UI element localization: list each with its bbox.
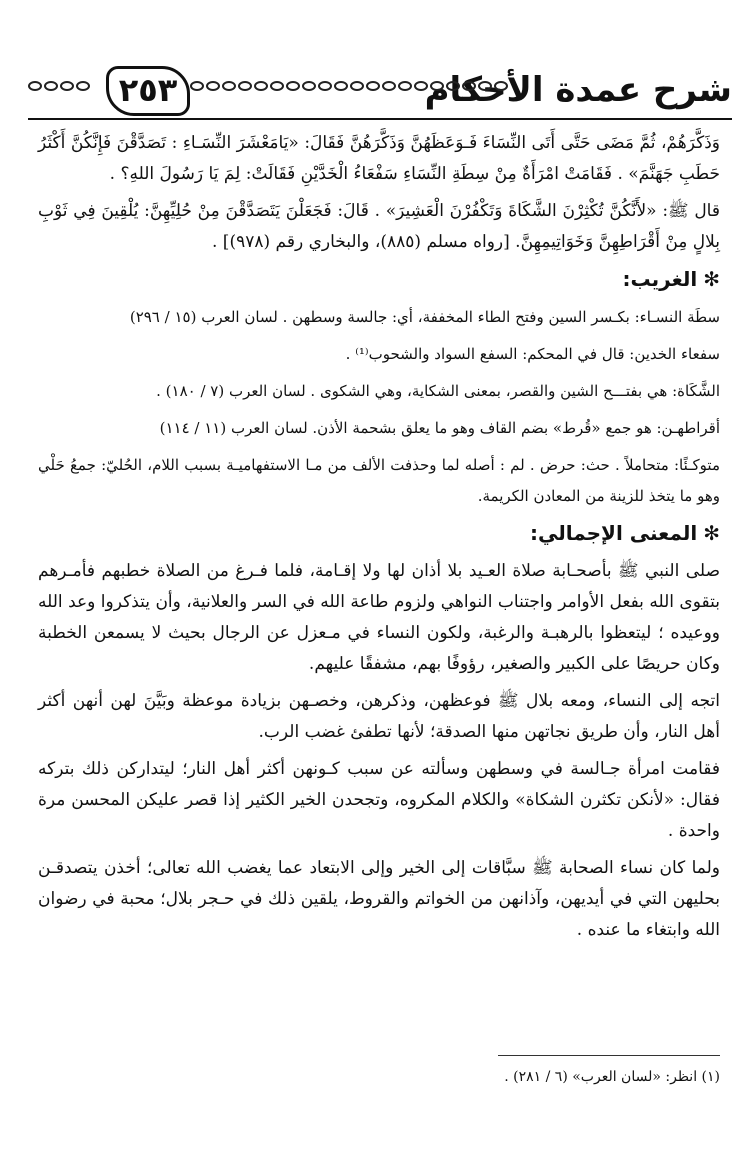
footnote-rule	[498, 1055, 720, 1056]
meaning-paragraph: اتجه إلى النساء، ومعه بلال ﷺ فوعظهن، وذكرهن، وخصـهن بزيادة موعظة وبَيَّنَ لهن أنهن أكثر أهل النار، وأن طريق نجاتهن منها الصدقة؛ لأنها تطفئ غضب الرب.	[38, 691, 720, 742]
meaning-paragraph: صلى النبي ﷺ بأصحـابة صلاة العـيد بلا أذان لها ولا إقـامة، فلما فـرغ من الصلاة خطبهم فأمـرهم بتقوى الله بفعل الأوامر واجتناب النواهي ولزوم طاعة الله في السر والعلانية، وأن يتذكروا وعد الله ووعيده ؛ ليتعظوا بالرهبـة والرغبة، ولكون النساء في مـعزل عن الرجال بحيث لا يسمعن الخطبة وكان حريصًا على الكبير والصغير، رؤوفًا بهم، مشفقًا عليهم.	[38, 561, 720, 674]
page-header	[28, 66, 732, 122]
header-rule	[28, 118, 732, 120]
section-heading-gharib: ✻الغريب:	[622, 267, 720, 291]
hadith-text-1: وَذَكَّرَهُمْ، ثُمَّ مَضَى حَتَّى أَتَى النِّسَاءَ فَـوَعَظَهُنَّ وَذَكَّرَهُنَّ فَقَالَ: «يَامَعْشَرَ النِّسَـاءِ : تَصَدَّقْنَ فَإِنَّكُنَّ أَكْثَرُ حَطَبِ جَهَنَّمَ» . فَقَامَتْ امْرَأَةٌ مِنْ سِطَةِ النِّسَاءِ سَفْعَاءُ الْخَدَّيْنِ فَقَالَتْ: لِمَ يَا رَسُولَ اللهِ؟ .	[38, 133, 720, 184]
meaning-paragraph: ولما كان نساء الصحابة ﷺ سبَّاقات إلى الخير وإلى الابتعاد عما يغضب الله تعالى؛ أخذن يتصدقـن بحليهن التي في أيديهن، وآذانهن من الخواتم والقروط، يلقين ذلك في حـجر بلال؛ محبة في رضوان الله وابتغاء ما عنده .	[38, 858, 720, 940]
header-ornament-small	[28, 81, 94, 97]
gharib-item: متوكـئًا: متحاملاً . حث: حرض . لم : أصله لما وحذفت الألف من مـا الاستفهاميـة بسبب اللام، الحُليّ: جمعُ حَلْي وهو ما يتخذ للزينة من المعادن الكريمة.	[38, 456, 720, 505]
section-heading-general-meaning: ✻المعنى الإجمالي:	[529, 521, 720, 545]
meaning-paragraph: فقامت امرأة جـالسة في وسطهن وسألته عن سبب كـونهن أكثر أهل النار؛ ليتداركن ذلك بتركه فقال: «لأنكن تكثرن الشكاة» والكلام المكروه، وتجحدن الخير الكثير إذا قصر عليكن المحسن مرة واحدة .	[38, 759, 720, 841]
gharib-item: سطَة النسـاء: بكـسر السين وفتح الطاء المخففة، أي: جالسة وسطهن . لسان العرب (١٥ / ٢٩٦)	[129, 308, 720, 326]
main-text	[38, 128, 720, 952]
book-title: شرح عمدة الأحكام	[424, 70, 732, 110]
gharib-item: سفعاء الخدين: قال في المحكم: السفع السواد والشحوب⁽¹⁾ .	[345, 345, 720, 363]
gharib-item: الشَّكَاة: هي بفتـــح الشين والقصر، بمعنى الشكاية، وهي الشكوى . لسان العرب (٧ / ١٨٠) .	[156, 382, 720, 400]
hadith-text-2: قال ﷺ: «لأَنَّكُنَّ تُكْثِرْنَ الشَّكَاةَ وَتَكْفُرْنَ الْعَشِيرَ» . قَالَ: فَجَعَلْنَ يَتَصَدَّقْنَ مِنْ حُلِيِّهِنَّ: يُلْقِينَ فِي ثَوْبِ بِلالٍ مِنْ أَقْرَاطِهِنَّ وَخَوَاتِيمِهِنَّ. [رواه مسلم (٨٨٥)، والبخاري رقم (٩٧٨)] .	[38, 201, 720, 252]
footnote: (١) انظر: «لسان العرب» (٦ / ٢٨١) .	[504, 1069, 720, 1085]
header-ornament	[190, 81, 515, 97]
page-number: ٢٥٣	[106, 66, 190, 116]
gharib-item: أقراطهـن: هو جمع «قُرط» بضم القاف وهو ما يعلق بشحمة الأذن. لسان العرب (١١ / ١١٤)	[159, 419, 720, 437]
